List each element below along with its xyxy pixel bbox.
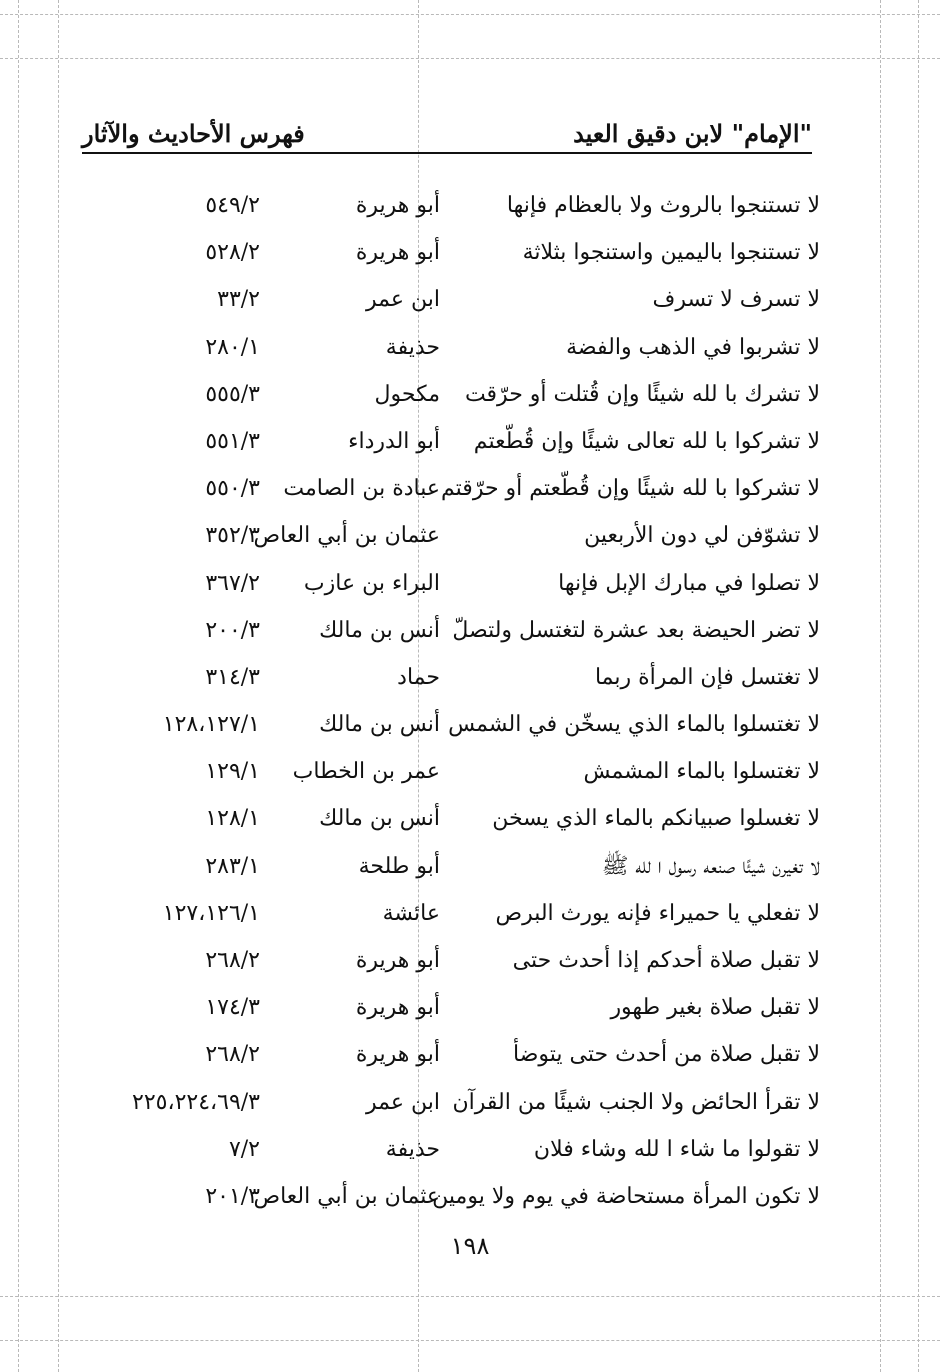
index-entry xyxy=(100,182,820,229)
narrator-name: ابن عمر xyxy=(366,1089,440,1115)
narrator-name: أنس بن مالك xyxy=(319,712,440,738)
index-entry xyxy=(100,324,820,371)
narrator-name: حماد xyxy=(397,664,440,690)
index-entry xyxy=(100,418,820,465)
narrator-name: أبو طلحة xyxy=(358,853,440,879)
hadith-text: لا تغيرن شيئًا صنعه رسول ا لله ﷺ xyxy=(601,853,820,879)
volume-page-ref: ١٢٨/١ xyxy=(205,806,260,832)
index-entry xyxy=(100,1173,820,1220)
narrator-name: مكحول xyxy=(374,381,440,407)
hadith-text: لا تقبل صلاة بغير طهور xyxy=(610,995,820,1021)
page-number: ١٩٨ xyxy=(450,1232,490,1260)
volume-page-ref: ١٧٤/٣ xyxy=(205,995,260,1021)
narrator-name: البراء بن عازب xyxy=(303,570,440,596)
page-header xyxy=(82,108,812,154)
hadith-text: لا تغسلوا صبيانكم بالماء الذي يسخن xyxy=(492,806,820,832)
narrator-name: عثمان بن أبي العاص xyxy=(253,1183,440,1209)
hadith-text: لا تشركوا با لله تعالى شيئًا وإن قُطّعتم xyxy=(473,428,820,454)
hadith-text: لا تغتسل فإن المرأة ربما xyxy=(594,664,820,690)
section-title: فهرس الأحاديث والآثار xyxy=(82,119,305,148)
narrator-name: حذيفة xyxy=(385,1136,440,1162)
volume-page-ref: ٣٦٧/٢ xyxy=(205,570,260,596)
index-entry xyxy=(100,984,820,1031)
guide-line xyxy=(0,14,940,15)
index-entry xyxy=(100,276,820,323)
index-entry xyxy=(100,465,820,512)
volume-page-ref: ١٢٩/١ xyxy=(205,759,260,785)
hadith-text: لا تضر الحيضة بعد عشرة لتغتسل ولتصلّ xyxy=(452,617,820,643)
hadith-text: لا تصلوا في مبارك الإبل فإنها xyxy=(558,570,820,596)
narrator-name: أنس بن مالك xyxy=(319,617,440,643)
narrator-name: أنس بن مالك xyxy=(319,806,440,832)
index-entry xyxy=(100,795,820,842)
narrator-name: أبو الدرداء xyxy=(348,428,440,454)
hadith-text: لا تقبل صلاة من أحدث حتى يتوضأ xyxy=(513,1042,820,1068)
guide-line xyxy=(0,1296,940,1297)
narrator-name: ابن عمر xyxy=(366,287,440,313)
index-entry xyxy=(100,748,820,795)
index-entry xyxy=(100,843,820,890)
narrator-name: أبو هريرة xyxy=(355,1042,440,1068)
hadith-text: لا تفعلي يا حميراء فإنه يورث البرص xyxy=(495,900,820,926)
guide-line xyxy=(18,0,19,1372)
hadith-text: لا تكون المرأة مستحاضة في يوم ولا يومين xyxy=(432,1183,820,1209)
hadith-text: لا تشركوا با لله شيئًا وإن قُطّعتم أو حرّقتم xyxy=(441,476,820,502)
guide-line xyxy=(58,0,59,1372)
hadith-index-list xyxy=(100,182,820,1220)
index-entry xyxy=(100,937,820,984)
narrator-name: أبو هريرة xyxy=(355,948,440,973)
volume-page-ref: ٢٦٨/٢ xyxy=(205,948,260,973)
index-entry xyxy=(100,229,820,276)
hadith-text: لا تستنجوا باليمين واستنجوا بثلاثة xyxy=(522,240,820,266)
volume-page-ref: ٣١٤/٣ xyxy=(205,664,260,690)
hadith-text: لا تستنجوا بالروث ولا بالعظام فإنها xyxy=(506,193,820,218)
guide-line xyxy=(918,0,919,1372)
hadith-text: لا تقبل صلاة أحدكم إذا أحدث حتى xyxy=(512,948,820,973)
hadith-text: لا تسرف لا تسرف xyxy=(652,287,820,313)
volume-page-ref: ١٢٨،١٢٧/١ xyxy=(162,712,260,738)
hadith-text: لا تشربوا في الذهب والفضة xyxy=(566,334,820,360)
guide-line xyxy=(0,1340,940,1341)
volume-page-ref: ١٢٧،١٢٦/١ xyxy=(162,900,260,926)
narrator-name: عبادة بن الصامت xyxy=(283,476,440,502)
hadith-text: لا تغتسلوا بالماء الذي يسخّن في الشمس xyxy=(448,712,820,738)
narrator-name: عائشة xyxy=(382,900,440,926)
hadith-text: لا تقولوا ما شاء ا لله وشاء فلان xyxy=(533,1136,820,1162)
hadith-text: لا تشرك با لله شيئًا وإن قُتلت أو حرّقت xyxy=(464,381,820,407)
narrator-name: أبو هريرة xyxy=(355,240,440,266)
narrator-name: عثمان بن أبي العاص xyxy=(253,523,440,549)
narrator-name: حذيفة xyxy=(385,334,440,360)
index-entry xyxy=(100,512,820,559)
volume-page-ref: ٥٥١/٣ xyxy=(205,428,260,454)
book-title: "الإمام" لابن دقيق العيد xyxy=(573,119,812,148)
volume-page-ref: ٥٥٠/٣ xyxy=(205,476,260,502)
volume-page-ref: ٢٠٠/٣ xyxy=(205,617,260,643)
narrator-name: أبو هريرة xyxy=(355,995,440,1021)
volume-page-ref: ٢٠١/٣ xyxy=(205,1183,260,1209)
volume-page-ref: ٢٨٠/١ xyxy=(205,334,260,360)
narrator-name: أبو هريرة xyxy=(355,193,440,218)
index-entry xyxy=(100,607,820,654)
volume-page-ref: ٢٦٨/٢ xyxy=(205,1042,260,1068)
volume-page-ref: ٧/٢ xyxy=(228,1136,260,1162)
volume-page-ref: ٥٢٨/٢ xyxy=(205,240,260,266)
index-entry xyxy=(100,701,820,748)
hadith-text: لا تشوّفن لي دون الأربعين xyxy=(584,523,820,549)
index-entry xyxy=(100,1079,820,1126)
hadith-text: لا تغتسلوا بالماء المشمش xyxy=(583,759,820,785)
index-entry xyxy=(100,890,820,937)
guide-line xyxy=(0,58,940,59)
guide-line xyxy=(880,0,881,1372)
index-entry xyxy=(100,1031,820,1078)
index-entry xyxy=(100,560,820,607)
index-entry xyxy=(100,654,820,701)
hadith-text: لا تقرأ الحائض ولا الجنب شيئًا من القرآن xyxy=(452,1089,820,1115)
volume-page-ref: ٣٥٢/٣ xyxy=(205,523,260,549)
volume-page-ref: ٥٥٥/٣ xyxy=(205,381,260,407)
volume-page-ref: ٢٢٥،٢٢٤،٦٩/٣ xyxy=(132,1089,260,1115)
volume-page-ref: ٥٤٩/٢ xyxy=(205,193,260,218)
volume-page-ref: ٢٨٣/١ xyxy=(205,853,260,879)
volume-page-ref: ٣٣/٢ xyxy=(217,287,260,313)
index-entry xyxy=(100,371,820,418)
narrator-name: عمر بن الخطاب xyxy=(292,759,440,785)
index-entry xyxy=(100,1126,820,1173)
